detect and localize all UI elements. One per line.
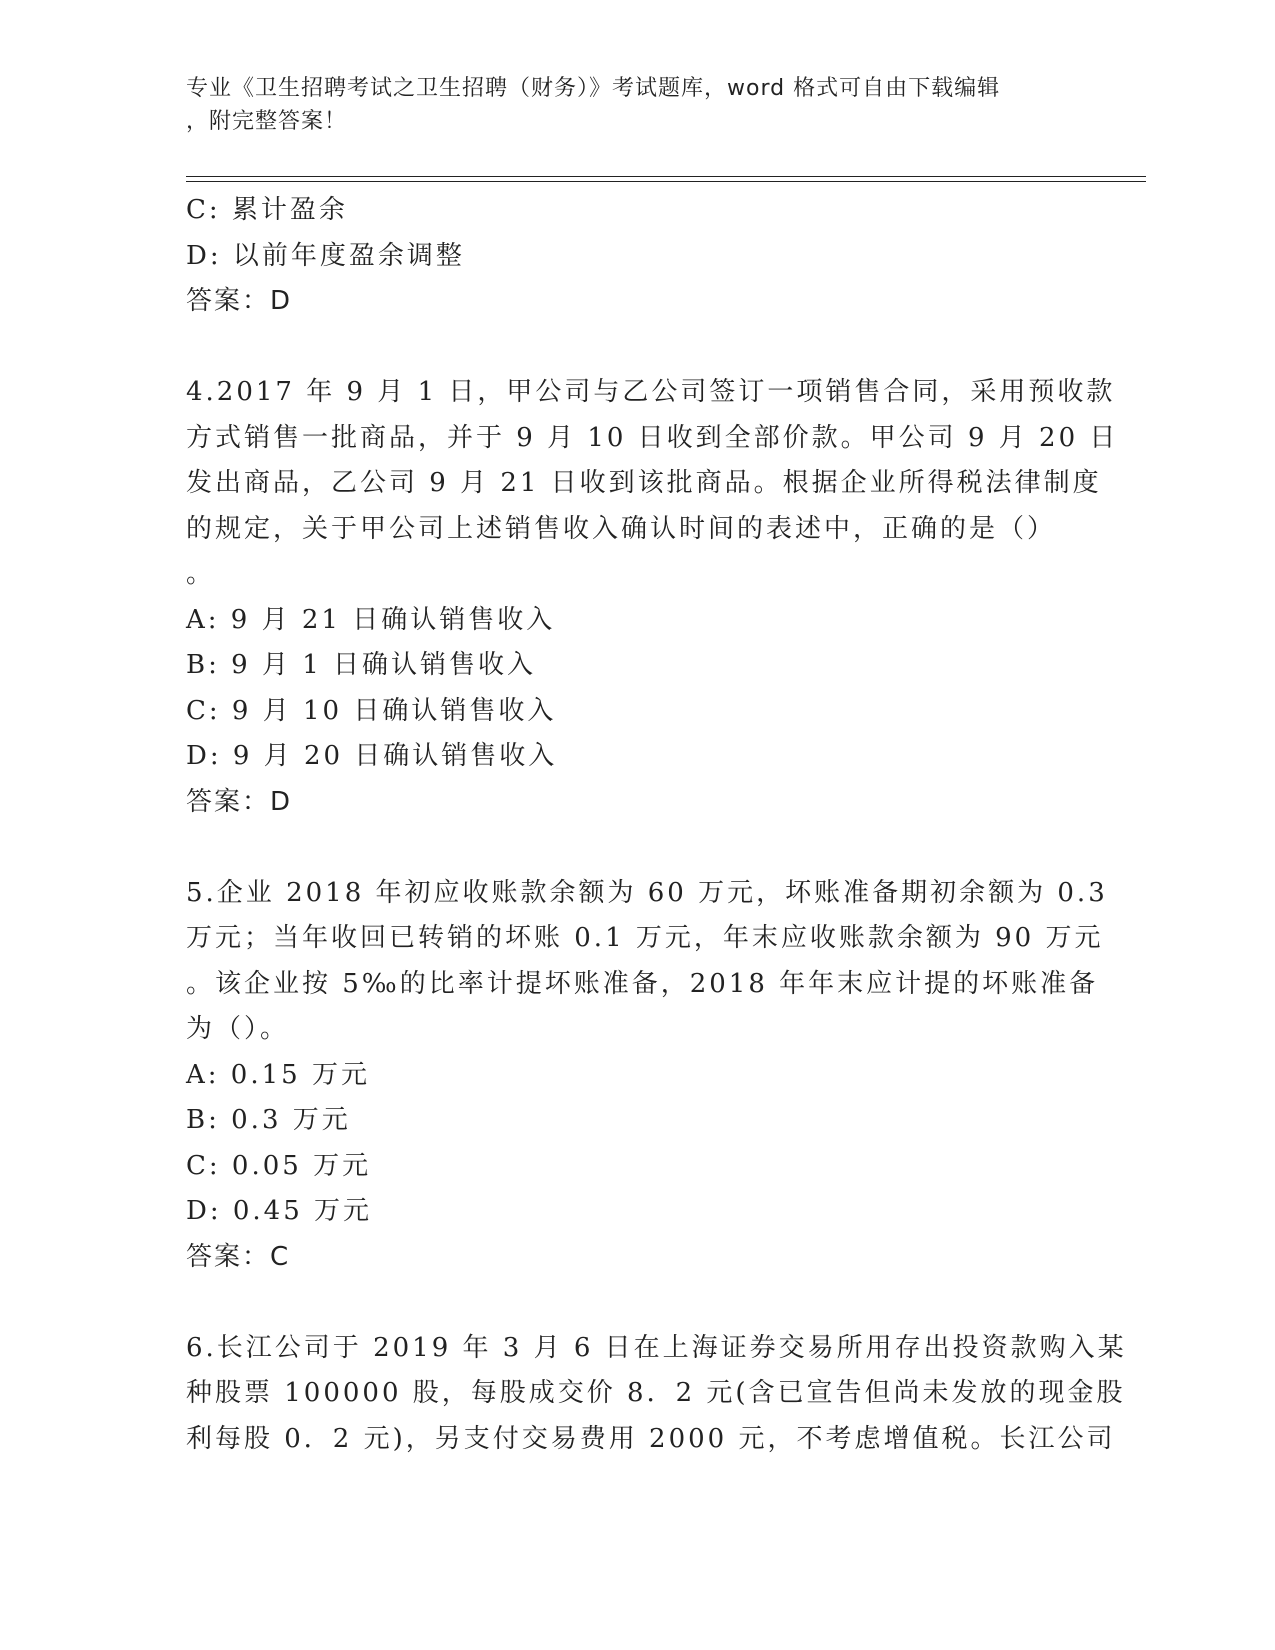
q5-answer: 答案：C	[186, 1241, 291, 1272]
q3-option-d: D: 以前年度盈余调整	[186, 240, 465, 271]
document-body	[186, 188, 1127, 1462]
header-line-1: 专业《卫生招聘考试之卫生招聘（财务）》考试题库，word 格式可自由下载编辑	[186, 76, 1001, 101]
q5-option-d: D: 0.45 万元	[186, 1196, 373, 1226]
q6-stem-line: 6.长江公司于 2019 年 3 月 6 日在上海证券交易所用存出投资款购入某	[186, 1332, 1127, 1363]
q4-stem-line: 发出商品，乙公司 9 月 21 日收到该批商品。根据企业所得税法律制度	[186, 468, 1102, 498]
header-line-2: ，附完整答案！	[186, 109, 348, 134]
q3-answer: 答案：D	[186, 286, 293, 316]
q6-stem-line: 种股票 100000 股，每股成交价 8．2 元(含已宣告但尚未发放的现金股	[186, 1378, 1126, 1408]
document-header	[186, 72, 1086, 138]
q5-stem-line: 为（）。	[186, 1014, 290, 1044]
question-6	[186, 1326, 1127, 1463]
spacer	[186, 1280, 1066, 1326]
q4-stem-line: 。	[186, 559, 216, 589]
spacer	[186, 825, 1066, 871]
q4-option-c: C: 9 月 10 日确认销售收入	[186, 695, 557, 726]
question-3-tail	[186, 188, 1066, 325]
q4-stem-line: 方式销售一批商品，并于 9 月 10 日收到全部价款。甲公司 9 月 20 日	[186, 422, 1119, 453]
q5-option-b: B: 0.3 万元	[186, 1105, 351, 1135]
spacer	[186, 325, 1066, 371]
q4-stem-line: 的规定，关于甲公司上述销售收入确认时间的表述中，正确的是（）	[186, 513, 1057, 544]
header-divider-bottom	[186, 181, 1146, 182]
question-5	[186, 871, 1108, 1281]
q5-option-a: A: 0.15 万元	[186, 1059, 370, 1090]
q4-option-d: D: 9 月 20 日确认销售收入	[186, 741, 558, 771]
header-divider-top	[186, 176, 1146, 177]
q4-answer: 答案：D	[186, 786, 293, 817]
question-4	[186, 370, 1119, 825]
q5-stem-line: 5.企业 2018 年初应收账款余额为 60 万元，坏账准备期初余额为 0.3	[186, 877, 1108, 908]
q4-option-b: B: 9 月 1 日确认销售收入	[186, 650, 537, 680]
q4-stem-line: 4.2017 年 9 月 1 日，甲公司与乙公司签订一项销售合同，采用预收款	[186, 377, 1116, 407]
q3-option-c: C: 累计盈余	[186, 195, 348, 225]
q5-stem-line: 。该企业按 5‰的比率计提坏账准备，2018 年年末应计提的坏账准备	[186, 968, 1099, 999]
q6-stem-line: 利每股 0．2 元)，另支付交易费用 2000 元，不考虑增值税。长江公司	[186, 1423, 1116, 1454]
q4-option-a: A: 9 月 21 日确认销售收入	[186, 604, 556, 635]
q5-option-c: C: 0.05 万元	[186, 1150, 372, 1181]
q5-stem-line: 万元；当年收回已转销的坏账 0.1 万元，年末应收账款余额为 90 万元	[186, 923, 1104, 953]
